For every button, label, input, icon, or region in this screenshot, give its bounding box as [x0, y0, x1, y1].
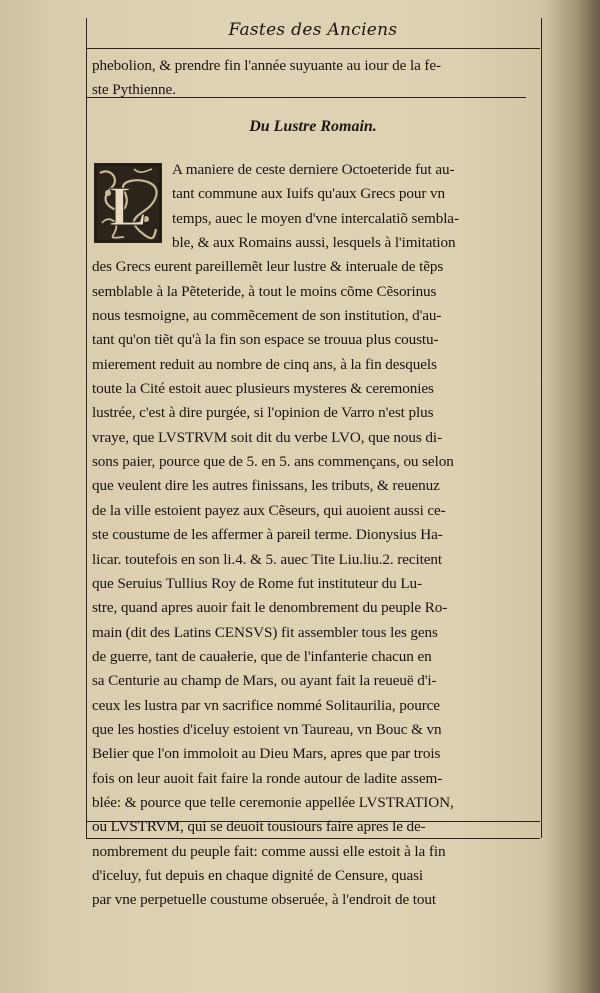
text-line: toute la Cité estoit auec plusieurs mysteres & ceremonies: [92, 380, 434, 398]
text-line: nous tesmoigne, au commẽcement de son institution, d'au-: [92, 307, 442, 325]
text-line: licar. toutefois en son li.4. & 5. auec Tite Liu.liu.2. recitent: [92, 550, 443, 568]
text-line: ste Pythienne.: [92, 81, 176, 99]
text-line: mierement reduit au nombre de cinq ans, à la fin desquels: [92, 355, 437, 373]
drop-cap-letter: L: [109, 176, 147, 238]
text-line: que les hosties d'iceluy estoient vn Taureau, vn Bouc & vn: [92, 720, 442, 738]
running-head: Fastes des Anciens: [228, 20, 398, 40]
page-gutter-shadow: [540, 0, 600, 993]
text-line: vraye, que LVSTRVM soit dit du verbe LVO, que nous di-: [92, 428, 442, 446]
text-line: phebolion, & prendre fin l'année suyuante au iour de la fe-: [92, 57, 441, 74]
text-line: tant qu'on tiẽt qu'à la fin son espace se trouua plus coustu-: [92, 331, 439, 349]
text-line: ste coustume de les affermer à pareil terme. Dionysius Ha-: [92, 526, 443, 544]
text-line: semblable à la Pẽteteride, à tout le moins cõme Cẽsorinus: [92, 282, 437, 300]
text-line: de guerre, tant de cauałerie, que de l'infanterie chacun en: [92, 647, 432, 665]
text-line: sons paier, pource que de 5. en 5. ans commençans, ou selon: [92, 453, 454, 471]
text-line: que veulent dire les autres finissans, les tributs, & reuenuz: [92, 477, 440, 495]
text-line: d'iceluy, fut depuis en chaque dignité de Censure, quasi: [92, 866, 424, 884]
text-line: fois on leur auoit fait faire la ronde autour de ladite assem-: [92, 769, 443, 787]
text-line: main (dit des Latins CENSVS) fit assembler tous les gens: [92, 623, 438, 641]
top-passage: [92, 54, 538, 103]
main-passage: [92, 158, 538, 913]
text-line: temps, auec le moyen d'vne intercalatiõ sembla-: [172, 209, 459, 227]
text-line: que Seruius Tullius Roy de Rome fut instituteur du Lu-: [92, 574, 422, 592]
text-line: ou LVSTRVM, qui se deuoit tousiours faire apres le de-: [92, 818, 426, 836]
text-line: des Grecs eurent pareillemẽt leur lustre & interuale de tẽps: [92, 258, 444, 276]
text-line: nombrement du peuple fait: comme aussi elle estoit à la fin: [92, 842, 446, 860]
text-line: ceux les lustra par vn sacrifice nommé Solitaurilia, pource: [92, 696, 440, 714]
text-line: ble, & aux Romains aussi, lesquels à l'imitation: [172, 234, 456, 252]
text-line: par vne perpetuelle coustume obseruée, à l'endroit de tout: [92, 891, 437, 909]
text-line: lustrée, c'est à dire purgée, si l'opinion de Varro n'est plus: [92, 404, 434, 422]
text-line: Belier que l'on immoloit au Dieu Mars, apres que par trois: [92, 745, 441, 763]
text-line: stre, quand apres auoir fait le denombrement du peuple Ro-: [92, 599, 448, 617]
section-title: Du Lustre Romain.: [249, 118, 377, 135]
text-line: A maniere de ceste derniere Octoeteride fut au-: [172, 161, 455, 178]
text-line: tant commune aux Iuifs qu'aux Grecs pour vn: [172, 185, 446, 203]
text-line: de la ville estoient payez aux Cẽseurs, qui auoient aussi ce-: [92, 501, 446, 519]
header-rule: [86, 48, 540, 49]
text-line: blée: & pource que telle ceremonie appellée LVSTRATION,: [92, 793, 454, 811]
text-line: sa Centurie au champ de Mars, ou ayant fait la reueuë d'i-: [92, 672, 437, 690]
